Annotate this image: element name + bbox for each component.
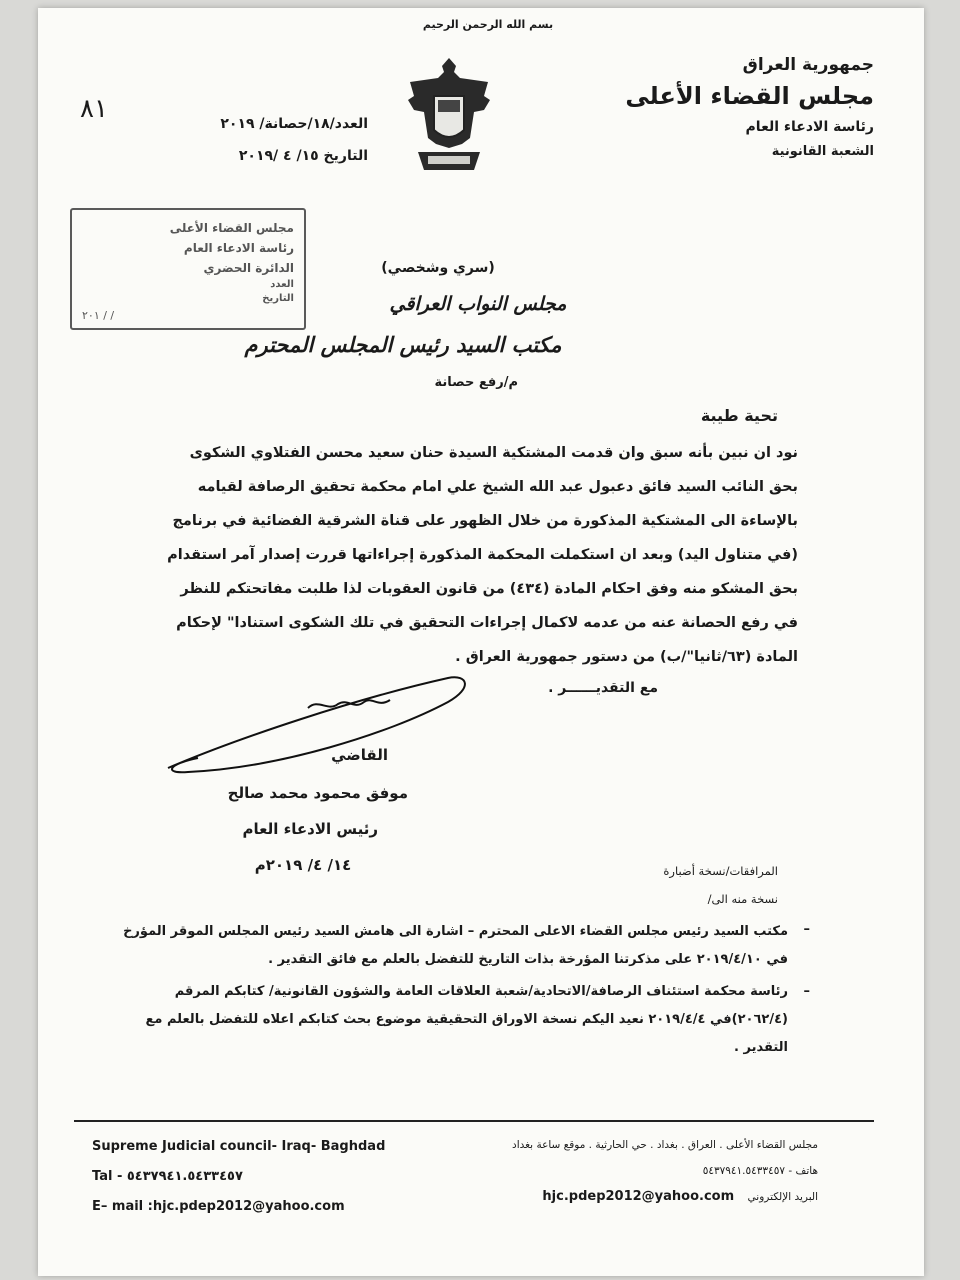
letter-date: التاريخ ١٥/ ٤ /٢٠١٩ xyxy=(238,148,368,164)
letter-page xyxy=(38,8,924,1276)
footer-ar-phone: هاتف - ٥٤٣٧٩٤١.٥٤٣٣٤٥٧ xyxy=(702,1165,818,1177)
signer-role: القاضي xyxy=(331,746,388,764)
copy-item: – مكتب السيد رئيس مجلس القضاء الاعلى المحترم – اشارة الى هامش السيد رئيس المجلس الموقر المؤرخ في ٢٠١٩/٤/١٠ على مذكرتنا المؤرخة بذات التاريخ للتفضل بالعلم مع فائق التقدير . xyxy=(123,922,810,967)
footer-en-name: Supreme Judicial council- Iraq- Baghdad xyxy=(92,1139,386,1154)
stamp-line-5: التاريخ xyxy=(262,293,294,304)
reference-number: العدد/١٨/حصانة/ ٢٠١٩ xyxy=(220,116,368,132)
footer-arabic xyxy=(458,1132,818,1210)
copy-item-text: مكتب السيد رئيس مجلس القضاء الاعلى المحترم – اشارة الى هامش السيد رئيس المجلس الموقر المؤرخ في ٢٠١٩/٤/١٠ على مذكرتنا المؤرخة بذات التاريخ للتفضل بالعلم مع فائق التقدير . xyxy=(123,924,788,967)
stamp-line-1: مجلس القضاء الأعلى xyxy=(169,221,294,235)
letterhead-left xyxy=(178,108,368,172)
presidency-name: رئاسة الادعاء العام xyxy=(745,119,874,135)
page-number: ٨١ xyxy=(80,94,108,124)
division-name: الشعبة القانونية xyxy=(771,144,874,159)
body-line: بالإساءة الى المشتكية المذكورة من خلال الظهور على قناة الشرقية الفضائية في برنامج xyxy=(172,513,798,529)
signer-title: رئيس الادعاء العام xyxy=(242,820,378,838)
footer-ar-email: hjc.pdep2012@yahoo.com xyxy=(542,1189,735,1204)
greeting: تحية طيبة xyxy=(700,406,778,425)
footer-en-tel: Tal - ٥٤٣٧٩٤١.٥٤٣٣٤٥٧ xyxy=(92,1169,243,1184)
stamp-line-2: رئاسة الادعاء العام xyxy=(183,241,294,255)
body-line: نود ان نبين بأنه سبق وان قدمت المشتكية السيدة حنان سعيد محسن الفتلاوي الشكوى xyxy=(189,445,798,461)
addressee-parliament: مجلس النواب العراقي xyxy=(389,293,567,315)
footer-ar-address: مجلس القضاء الأعلى . العراق . بغداد . حي الحارثية . موقع ساعة بغداد xyxy=(512,1139,818,1151)
subject-line: م/رفع حصانة xyxy=(434,375,518,390)
copy-item: – رئاسة محكمة استئناف الرصافة/الاتحادية/شعبة العلاقات العامة والشؤون القانونية/ كتابكم المرقم (٢٠٦٢/٤)في ٢٠١٩/٤/٤ نعيد اليكم نسخة الاوراق التحقيقية موضوع بحث كتابكم اعلاه للتفضل بالعلم مع التقدير . xyxy=(145,984,810,1055)
body-line: (في متناول اليد) وبعد ان استكملت المحكمة المذكورة إجراءاتها قررت إصدار آمر استقدام xyxy=(167,547,798,563)
copies-list xyxy=(108,916,810,1066)
body-line: المادة (٦٣/ثانيا"/ب) من دستور جمهورية العراق . xyxy=(455,649,798,665)
footer-en-email: E– mail :hjc.pdep2012@yahoo.com xyxy=(92,1199,345,1214)
basmala: بسم الله الرحمن الرحيم xyxy=(422,18,554,31)
body-line: بحق المشكو منه وفق احكام المادة (٤٣٤) من قانون العقوبات لذا طلبت مفاتحتكم للنظر xyxy=(180,581,798,597)
letter-body xyxy=(118,436,798,674)
regards: مع التقديــــــر . xyxy=(548,680,658,696)
addressee-office: مكتب السيد رئيس المجلس المحترم xyxy=(244,333,562,357)
attachments: المرافقات/نسخة أضبارة xyxy=(663,864,778,878)
body-line: في رفع الحصانة عنه من عدمه لاكمال إجراءات التحقيق في تلك الشكوى استنادا" لإحكام xyxy=(176,615,798,631)
footer-english xyxy=(92,1132,392,1222)
footer-ar-email-label: البريد الإلكتروني xyxy=(747,1191,818,1203)
copy-to: نسخة منه الى/ xyxy=(707,892,778,906)
iraq-eagle-emblem-icon xyxy=(404,52,494,182)
signature-date: ١٤/ ٤/ ٢٠١٩م xyxy=(254,856,352,874)
classification: (سري وشخصي) xyxy=(381,260,495,276)
copy-item-text: رئاسة محكمة استئناف الرصافة/الاتحادية/شعبة العلاقات العامة والشؤون القانونية/ كتابكم المرقم (٢٠٦٢/٤)في ٢٠١٩/٤/٤ نعيد اليكم نسخة الاوراق التحقيقية موضوع بحث كتابكم اعلاه للتفضل بالعلم مع التقدير . xyxy=(145,984,788,1055)
signer-name: موفق محمود محمد صالح xyxy=(227,784,408,802)
stamp-date: ٢٠١ / / xyxy=(82,309,115,322)
footer-divider xyxy=(74,1120,874,1122)
footer-ar-email-row xyxy=(458,1184,818,1210)
incoming-stamp xyxy=(70,208,306,330)
body-line: بحق النائب السيد فائق دعبول عبد الله الشيخ علي امام محكمة تحقيق الرصافة لقيامه xyxy=(197,479,798,495)
letterhead-right xyxy=(544,52,874,164)
handwritten-signature-icon xyxy=(158,668,478,788)
stamp-line-3: الدائرة الحضري xyxy=(203,261,294,275)
stamp-line-4: العدد xyxy=(270,279,294,290)
council-name: مجلس القضاء الأعلى xyxy=(625,82,874,110)
republic-name: جمهورية العراق xyxy=(742,55,874,75)
